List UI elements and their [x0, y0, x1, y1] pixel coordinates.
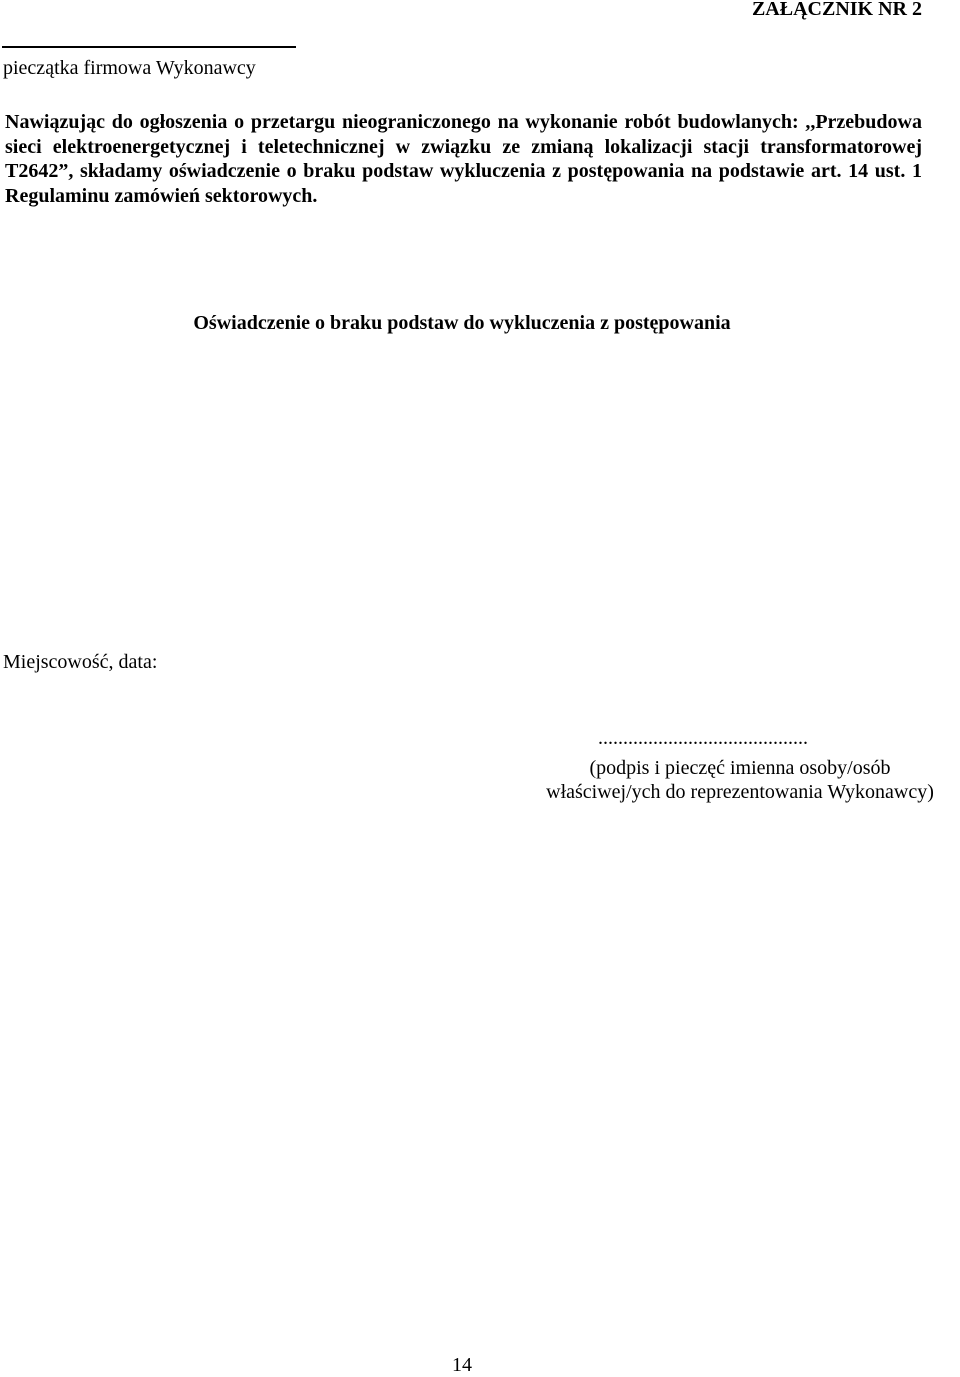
signature-caption-line-1: (podpis i pieczęć imienna osoby/osób	[589, 757, 891, 779]
place-date-label: Miejscowość, data:	[3, 651, 158, 673]
signature-caption-line-2: właściwej/ych do reprezentowania Wykonawcy)	[546, 781, 934, 803]
signature-block	[520, 726, 960, 804]
company-stamp-line	[2, 46, 296, 48]
page-number: 14	[452, 1354, 472, 1376]
signature-line: ..........................................	[598, 727, 808, 749]
company-stamp-label: pieczątka firmowa Wykonawcy	[3, 57, 256, 79]
statement-body: Nawiązując do ogłoszenia o przetargu nieograniczonego na wykonanie robót budowlanych: ,,Przebudowa sieci elektroenergetycznej i teletechnicznej w związku ze zmianą lokalizacji stacji transformatorowej T2642”, składamy oświadczenie o braku podstaw wykluczenia z postępowania na podstawie art. 14 ust. 1 Regulaminu zamówień sektorowych.	[5, 111, 922, 207]
document-title: Oświadczenie o braku podstaw do wykluczenia z postępowania	[193, 312, 731, 334]
annex-number: ZAŁĄCZNIK NR 2	[751, 0, 922, 20]
